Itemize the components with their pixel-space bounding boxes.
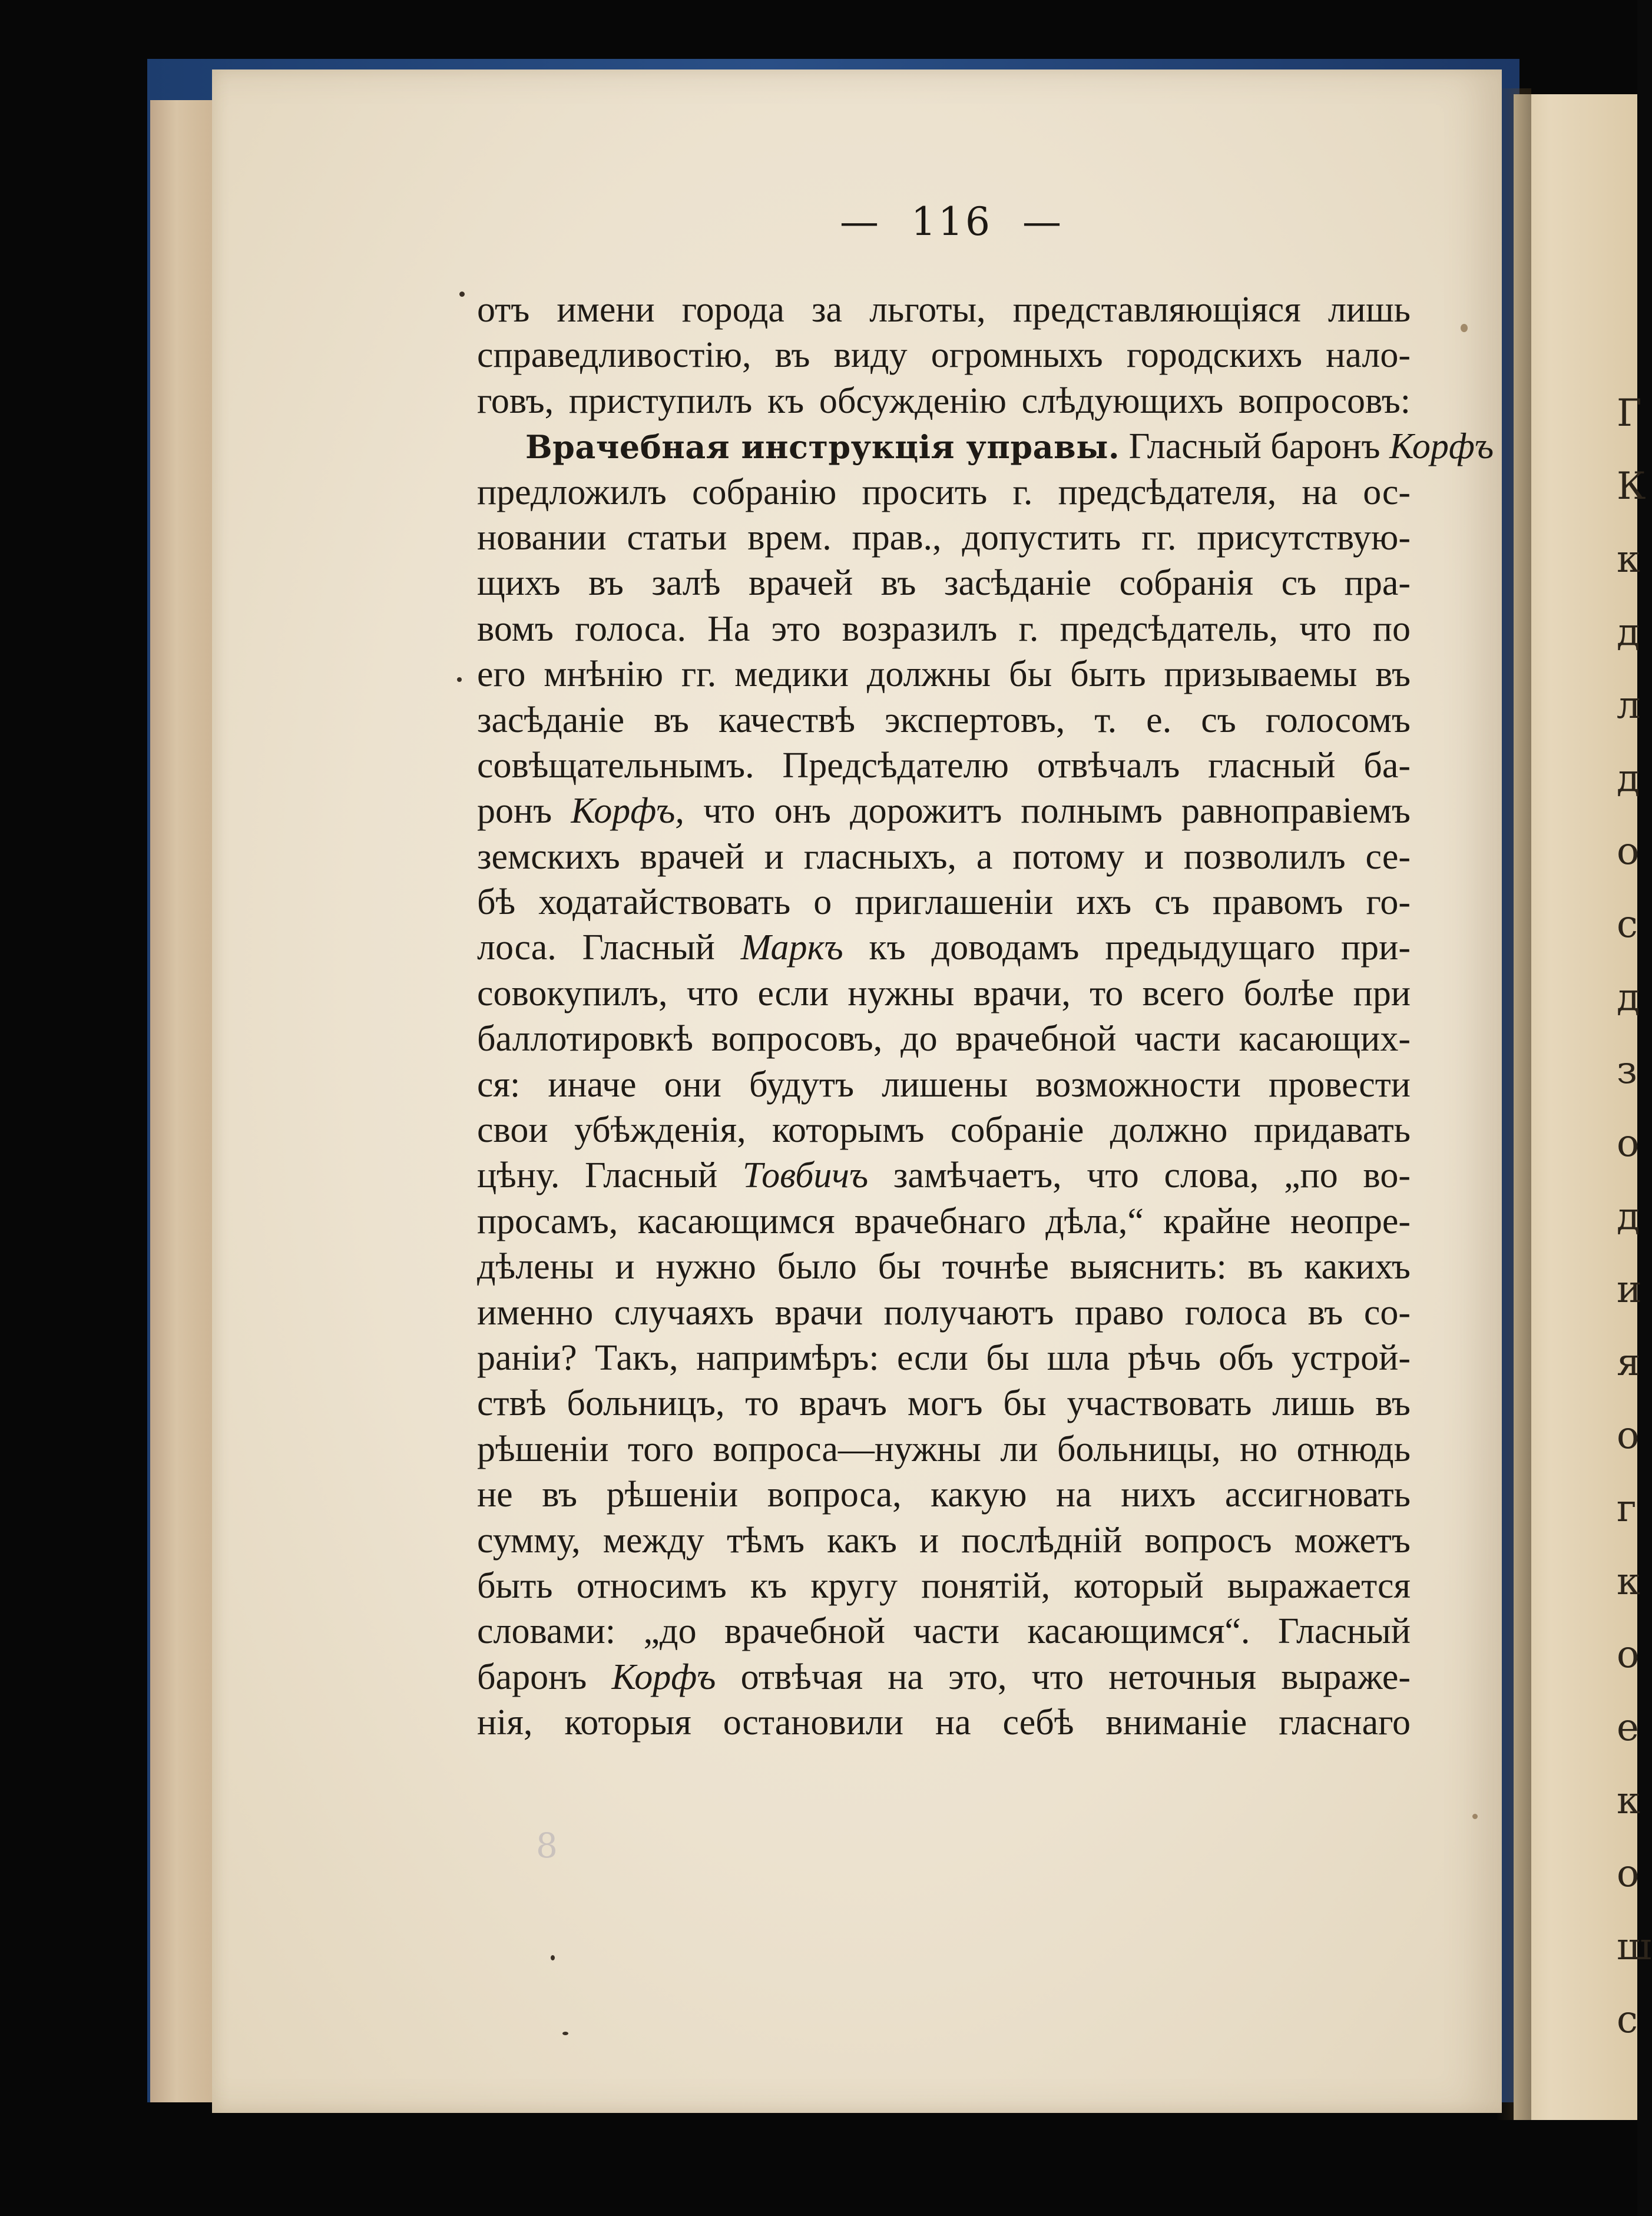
- text-line: [477, 379, 1411, 424]
- text-line: [477, 834, 1411, 880]
- text-line: [477, 1427, 1411, 1472]
- facing-page-letter: я: [1617, 1341, 1641, 1384]
- text-line: [477, 1016, 1411, 1062]
- text-line: [477, 515, 1411, 561]
- page-number: 116: [911, 199, 992, 244]
- page-number-dash-left: —: [840, 199, 881, 244]
- text-run: совокупилъ, что если нужны врачи, то всего болѣе при: [477, 973, 1411, 1013]
- text-line: [477, 1244, 1411, 1290]
- text-line: [477, 1108, 1411, 1153]
- text-run: щихъ въ залѣ врачей въ засѣданіе собранія съ пра-: [477, 563, 1411, 604]
- page-number-dash-right: —: [1022, 199, 1064, 244]
- text-line: [477, 789, 1411, 834]
- text-line: [477, 1518, 1411, 1564]
- text-line: [477, 1199, 1411, 1244]
- text-line: [477, 1655, 1411, 1700]
- person-name: Корфъ,: [571, 791, 684, 832]
- person-name: Корфъ: [611, 1657, 716, 1697]
- facing-page-letter: ш: [1617, 1925, 1652, 1969]
- text-line: [477, 880, 1411, 925]
- facing-page-letter: д: [1617, 1195, 1640, 1238]
- section-heading: Врачебная инструкція управы.: [525, 428, 1120, 466]
- text-line: [477, 652, 1411, 697]
- text-line: [477, 470, 1411, 515]
- text-run: къ доводамъ предыдущаго при-: [843, 928, 1411, 968]
- text-run: говъ, приступилъ къ обсужденію слѣдующихъ вопросовъ:: [477, 380, 1411, 421]
- facing-page-letter: К: [1617, 465, 1646, 508]
- text-line: [477, 1564, 1411, 1609]
- text-line: [477, 561, 1411, 606]
- text-run: именно случаяхъ врачи получаютъ право голоса въ со-: [477, 1292, 1411, 1333]
- text-run: новании статьи врем. прав., допустить гг. присутствую-: [477, 517, 1411, 558]
- facing-page-letter: о: [1617, 830, 1640, 873]
- text-line: [477, 1381, 1411, 1426]
- text-run: Гласный баронъ: [1120, 426, 1390, 467]
- text-run: не въ рѣшеніи вопроса, какую на нихъ ассигновать: [477, 1475, 1411, 1515]
- text-run: ъ имени города за льготы, представляющіяся лишь: [511, 290, 1411, 330]
- text-run: лоса. Гласный: [477, 928, 741, 968]
- facing-page-letter: е: [1617, 1706, 1639, 1750]
- facing-page-letter: о: [1617, 1852, 1640, 1896]
- text-run: баллотировкѣ вопросовъ, до врачебной части касающих-: [477, 1019, 1411, 1059]
- text-line: [477, 607, 1411, 652]
- text-run: раніи? Такъ, напримѣръ: если бы шла рѣчь объ устрой-: [477, 1337, 1411, 1378]
- text-run: дѣлены и нужно было бы точнѣе выяснить: въ какихъ: [477, 1247, 1411, 1287]
- facing-page-letter: д: [1617, 976, 1640, 1019]
- text-run: его мнѣнію гг. медики должны бы быть призываемы въ: [477, 654, 1411, 695]
- person-name: Маркъ: [740, 928, 843, 968]
- person-name: Корфъ: [1389, 426, 1494, 467]
- text-line: [477, 925, 1411, 970]
- text-run: сумму, между тѣмъ какъ и послѣдній вопросъ можетъ: [477, 1520, 1411, 1561]
- text-run: засѣданіе въ качествѣ экспертовъ, т. е. съ голосомъ: [477, 700, 1411, 740]
- text-run: словами: „до врачебной части касающимся“. Гласный: [477, 1611, 1411, 1652]
- faint-stamp-mark: 8: [536, 1826, 558, 1866]
- text-run: баронъ: [477, 1657, 612, 1697]
- facing-page-letters: [1617, 377, 1652, 2042]
- text-run: бѣ ходатайствовать о приглашеніи ихъ съ правомъ го-: [477, 882, 1411, 923]
- facing-page-letter: о: [1617, 1633, 1640, 1677]
- text-run: ся: иначе они будутъ лишены возможности провести: [477, 1064, 1411, 1105]
- facing-page-letter: Г: [1617, 392, 1642, 435]
- facing-page-letter: к: [1617, 1560, 1640, 1604]
- text-run: замѣчаетъ, что слова, „по во-: [868, 1155, 1411, 1196]
- text-line: [477, 1062, 1411, 1108]
- facing-page-letter: г: [1617, 1487, 1637, 1531]
- text-line: [477, 287, 1411, 333]
- text-line: [477, 743, 1411, 789]
- page-number-header: [825, 199, 1079, 244]
- facing-page-letter: и: [1617, 1268, 1642, 1311]
- text-line: [477, 333, 1411, 378]
- text-line: [477, 698, 1411, 743]
- text-run: что онъ дорожитъ полнымъ равноправіемъ: [684, 791, 1411, 832]
- text-line: [477, 1153, 1411, 1198]
- page-edges: [150, 100, 217, 2102]
- text-run: рѣшеніи того вопроса—нужны ли больницы, но отнюдь: [477, 1429, 1411, 1469]
- facing-page-letter: з: [1617, 1049, 1637, 1092]
- text-line: [477, 424, 1494, 469]
- text-run: отвѣчая на это, что неточныя выраже-: [716, 1657, 1411, 1697]
- facing-page-letter: л: [1617, 684, 1641, 727]
- text-run: быть относимъ къ кругу понятій, который выражается: [477, 1565, 1411, 1606]
- facing-page-letter: с: [1617, 903, 1638, 946]
- body-text: [477, 287, 1494, 1746]
- text-line: [477, 1472, 1411, 1518]
- person-name: Товбичъ: [742, 1155, 869, 1196]
- text-run: предложилъ собранію просить г. предсѣдателя, на ос-: [477, 472, 1411, 512]
- text-run: справедливостію, въ виду огромныхъ городскихъ нало-: [477, 335, 1411, 376]
- text-run: ствѣ больницъ, то врачъ могъ бы участвовать лишь въ: [477, 1383, 1411, 1424]
- text-run: просамъ, касающимся врачебнаго дѣла,“ крайне неопре-: [477, 1201, 1411, 1241]
- facing-page-letter: о: [1617, 1414, 1640, 1458]
- facing-page-letter: о: [1617, 1122, 1640, 1165]
- text-line: [477, 971, 1411, 1016]
- text-line: [477, 1700, 1411, 1745]
- text-run: свои убѣжденія, которымъ собраніе должно придавать: [477, 1110, 1411, 1151]
- facing-page-letter: д: [1617, 757, 1640, 800]
- facing-page-letter: с: [1617, 1998, 1638, 2042]
- text-run: вомъ голоса. На это возразилъ г. предсѣдатель, что по: [477, 608, 1411, 649]
- text-line: [477, 1609, 1411, 1654]
- facing-page-letter: к: [1617, 1779, 1640, 1823]
- facing-page-letter: к: [1617, 538, 1640, 581]
- text-run: земскихъ врачей и гласныхъ, а потому и позволилъ се-: [477, 836, 1411, 877]
- text-run: нія, которыя остановили на себѣ вниманіе гласнаго: [477, 1702, 1411, 1743]
- text-line: [477, 1290, 1411, 1336]
- text-run: от: [477, 290, 511, 330]
- text-run: совѣщательнымъ. Предсѣдателю отвѣчалъ гласный ба-: [477, 745, 1411, 786]
- text-line: [477, 1336, 1411, 1381]
- text-run: цѣну. Гласный: [477, 1155, 743, 1196]
- facing-page-letter: д: [1617, 611, 1640, 654]
- text-run: ронъ: [477, 791, 571, 832]
